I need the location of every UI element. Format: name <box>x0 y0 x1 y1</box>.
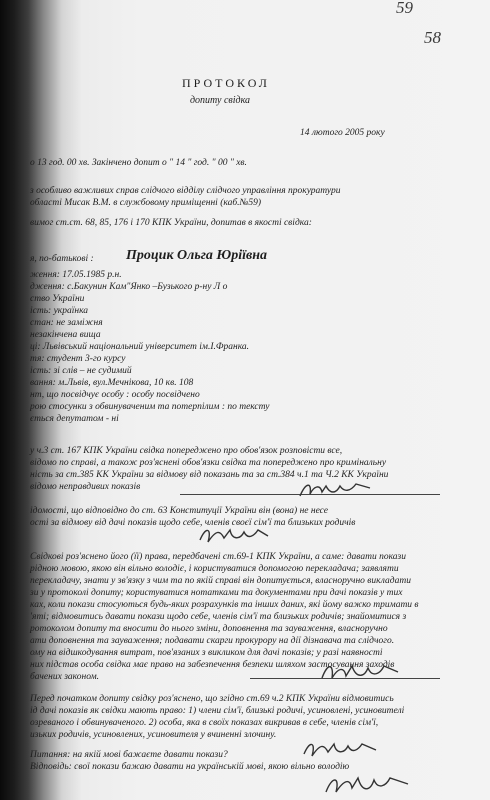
refusal-line-1: Перед початком допиту свідку роз'яснено, що згідно ст.69 ч.2 КПК України відмовитись <box>30 694 394 704</box>
field-id-document: нт, що посвідчує особу : особу посвідчено <box>30 390 200 400</box>
answer-line: Відповідь: свої покази бажаю давати на українській мові, якою вільно володію <box>30 762 350 772</box>
warning-line-2: відомо по справі, а також роз'яснені обов'язки свідка та попереджено про кримінальну <box>30 458 387 468</box>
field-education: незакінчена вища <box>30 330 101 340</box>
rights-line-7: ротоколом допиту та вносити до нього зміни, доповнення та зауваження, власноручно <box>30 624 388 634</box>
page-number-top: 59 <box>396 0 413 17</box>
rights-line-11: бачених законом. <box>30 672 100 682</box>
refusal-line-3: озреваного і обвинуваченого. 2) особа, яка в своїх показах викривав в себе, членів сім'ї, <box>30 718 379 728</box>
refusal-line-4: изьких родичів, усиновлених, усиновителя у вчиненні злочину. <box>30 730 277 740</box>
document-title: ПРОТОКОЛ <box>182 76 270 90</box>
rights-line-6: 'яті; відмовитись давати покази щодо себе, членів сім'ї та близьких родичів; знайомитися з <box>30 612 407 622</box>
warning-line-4: відомо неправдивих показів <box>30 482 141 492</box>
refusal-line-2: ід дачі показів як свідки мають право: 1) члени сім'ї, близькі родичі, усиновлені, усиновителі <box>30 706 405 716</box>
articles-line: вимог ст.ст. 68, 85, 176 і 170 КПК України, допитав в якості свідка: <box>30 218 312 228</box>
investigator-line-1: з особливо важливих справ слідчого відділу слідчого управління прокуратури <box>30 186 341 196</box>
date-line: 14 лютого 2005 року <box>300 128 385 138</box>
field-workplace: ці: Львівський національний університет ім.І.Франка. <box>30 342 250 352</box>
constitution-line-2: ості за відмову від дачі показів щодо себе, членів своєї сім'ї та близьких родичів <box>30 518 356 528</box>
field-deputy: ється депутатом - ні <box>30 414 119 424</box>
field-address: вання: м.Львів, вул.Мечнікова, 10 кв. 108 <box>30 378 194 388</box>
rights-line-10: них підстав особа свідка має право на забезпечення безпеки шляхом застосування заходів <box>30 660 395 670</box>
field-marital-status: стан: не заміжня <box>30 318 103 328</box>
field-birth-date: ження: 17.05.1985 р.н. <box>30 270 122 280</box>
witness-signature-1 <box>296 478 376 502</box>
witness-name: Процик Ольга Юріївна <box>126 248 268 263</box>
question-line: Питання: на якій мові бажаєте давати покази? <box>30 750 228 760</box>
field-nationality: ість: українка <box>30 306 89 316</box>
witness-signature-4 <box>300 738 380 762</box>
warning-line-1: у ч.3 ст. 167 КПК України свідка попереджено про обов'язок розповісти все, <box>30 446 343 456</box>
name-label: я, по-батькові : <box>30 254 94 264</box>
rights-line-4: зи у протоколі допиту; користуватися нотатками та документами при дачі показів у тих <box>30 588 403 598</box>
warning-line-3: ність за ст.385 КК України за відмову від показань та за ст.384 ч.1 та Ч.2 КК України <box>30 470 389 480</box>
rights-line-3: перекладачу, знати у зв'язку з чим та по якій справі він допитується, власноручно викладати <box>30 576 411 586</box>
witness-signature-3 <box>318 660 402 686</box>
document-subtitle: допиту свідка <box>190 95 251 106</box>
field-relations: рою стосунки з обвинуваченим та потерпілим : по тексту <box>30 402 270 412</box>
constitution-line-1: ідомості, що відповідно до ст. 63 Конституції України він (вона) не несе <box>30 506 328 516</box>
field-criminal-record: ість: зі слів – не судимий <box>30 366 132 376</box>
investigator-line-2: області Мисак В.М. в службовому приміщенні (каб.№59) <box>30 198 262 208</box>
rights-line-1: Свідкові роз'яснено його (її) права, передбачені ст.69-1 КПК України, а саме: давати покази <box>30 552 406 562</box>
field-occupation: тя: студент 3-го курсу <box>30 354 126 364</box>
field-citizenship: ство України <box>30 294 85 304</box>
rights-line-2: рідною мовою, якою він вільно володіє, і користуватися допомогою перекладача; заявляти <box>30 564 399 574</box>
witness-signature-2 <box>196 524 272 548</box>
rights-line-8: ати доповнення та зауваження; подавати скарги прокурору на дії дізнавача та слідчого. <box>30 636 395 646</box>
time-line: о 13 год. 00 хв. Закінчено допит о " 14 " год. " 00 " хв. <box>30 158 247 168</box>
rights-line-5: ках, коли покази стосуються будь-яких розрахунків та інших даних, які йому важко тримати в <box>30 600 419 610</box>
field-birth-place: дження: с.Бакунин Кам"Янко –Бузького р-ну Л о <box>30 282 228 292</box>
witness-signature-5 <box>322 772 412 798</box>
page-number-second: 58 <box>424 28 441 47</box>
rights-line-9: ому на відшкодування витрат, пов'язаних з викликом для дачі показів; у разі наявності <box>30 648 383 658</box>
